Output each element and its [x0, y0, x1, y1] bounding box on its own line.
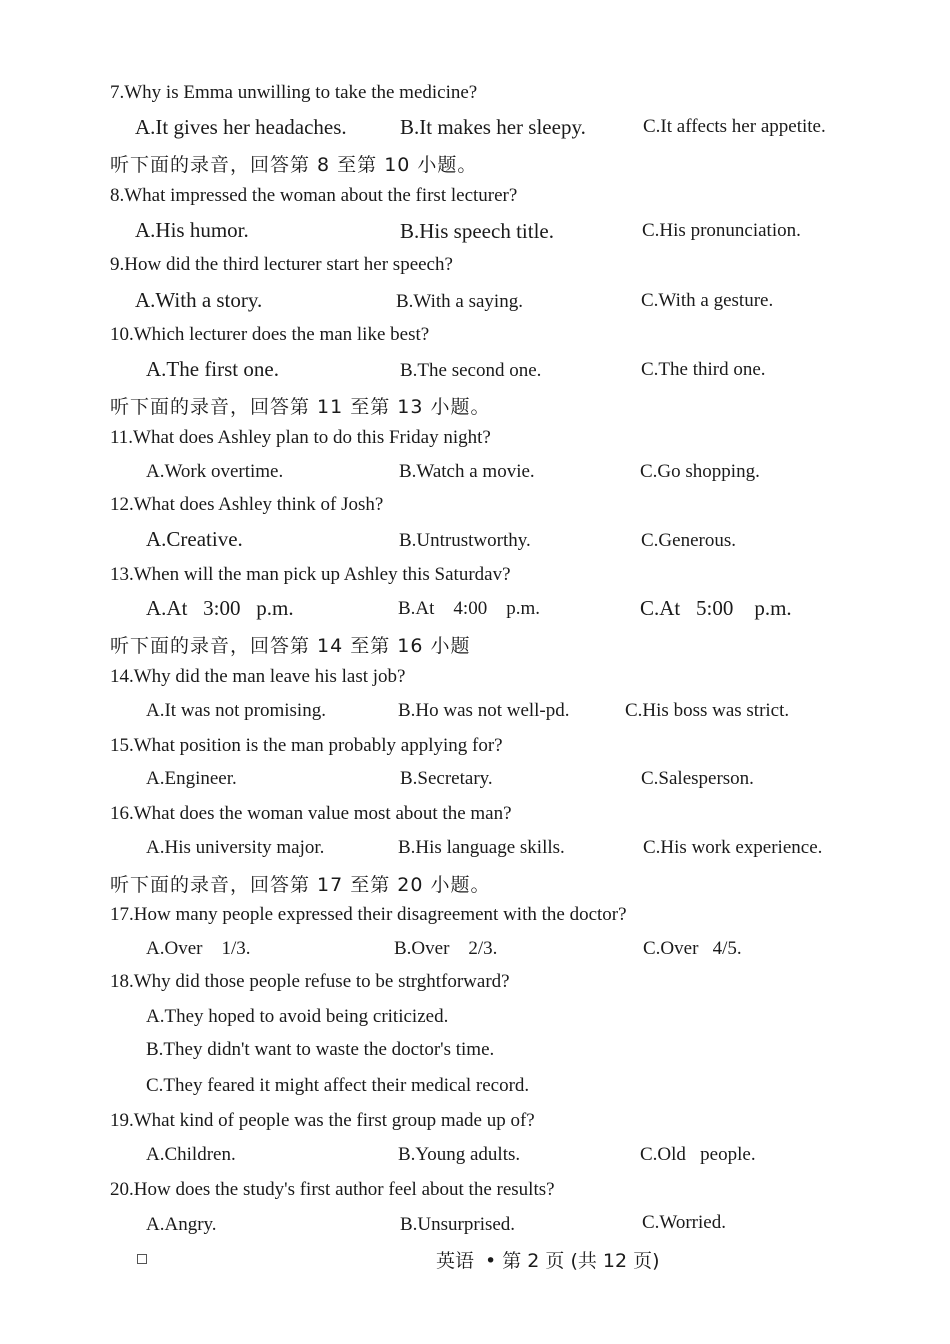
option-14a: A.It was not promising.	[146, 700, 326, 721]
option-11a: A.Work overtime.	[146, 461, 284, 482]
question-7: 7.Why is Emma unwilling to take the medicine?	[110, 82, 478, 103]
option-17b: B.Over 2/3.	[394, 938, 498, 959]
option-12a: A.Creative.	[146, 527, 243, 551]
question-18: 18.Why did those people refuse to be strghtforward?	[110, 971, 510, 992]
footer-subject: 英语	[436, 1250, 475, 1272]
option-8a: A.His humor.	[135, 218, 249, 242]
question-8: 8.What impressed the woman about the first lecturer?	[110, 185, 518, 206]
question-12: 12.What does Ashley think of Josh?	[110, 494, 384, 515]
question-11: 11.What does Ashley plan to do this Friday night?	[110, 427, 491, 448]
option-13b: B.At 4:00 p.m.	[398, 598, 540, 619]
option-15b: B.Secretary.	[400, 768, 493, 789]
option-10a: A.The first one.	[146, 357, 279, 381]
option-7c: C.It affects her appetite.	[643, 116, 826, 137]
option-9c: C.With a gesture.	[641, 290, 774, 311]
option-17c: C.Over 4/5.	[643, 938, 742, 959]
option-11c: C.Go shopping.	[640, 461, 760, 482]
question-9: 9.How did the third lecturer start her speech?	[110, 254, 453, 275]
option-16a: A.His university major.	[146, 837, 325, 858]
option-10c: C.The third one.	[641, 359, 766, 380]
option-8b: B.His speech title.	[400, 219, 554, 243]
footer-page-number: • 第 2 页 (共 12 页)	[485, 1250, 660, 1272]
option-9a: A.With a story.	[135, 288, 263, 312]
option-15c: C.Salesperson.	[641, 768, 754, 789]
footer-square-icon	[137, 1254, 147, 1264]
question-17: 17.How many people expressed their disagreement with the doctor?	[110, 904, 627, 925]
option-20b: B.Unsurprised.	[400, 1214, 516, 1235]
section-instruction: 听下面的录音，回答第 17 至第 20 小题。	[110, 874, 491, 896]
option-10b: B.The second one.	[400, 360, 542, 381]
option-9b: B.With a saying.	[396, 291, 523, 312]
option-12c: C.Generous.	[641, 530, 736, 551]
section-instruction: 听下面的录音，回答第 14 至第 16 小题	[110, 635, 471, 657]
option-16c: C.His work experience.	[643, 837, 823, 858]
option-18c: C.They feared it might affect their medical record.	[146, 1075, 530, 1096]
question-19: 19.What kind of people was the first group made up of?	[110, 1110, 535, 1131]
option-19b: B.Young adults.	[398, 1144, 521, 1165]
option-13c: C.At 5:00 p.m.	[640, 596, 792, 620]
option-11b: B.Watch a movie.	[399, 461, 535, 482]
question-20: 20.How does the study's first author feel about the results?	[110, 1179, 555, 1200]
option-18b: B.They didn't want to waste the doctor's time.	[146, 1039, 495, 1060]
option-13a: A.At 3:00 p.m.	[146, 596, 294, 620]
question-16: 16.What does the woman value most about the man?	[110, 803, 512, 824]
question-10: 10.Which lecturer does the man like best?	[110, 324, 430, 345]
option-20c: C.Worried.	[642, 1212, 726, 1233]
option-14c: C.His boss was strict.	[625, 700, 790, 721]
question-14: 14.Why did the man leave his last job?	[110, 666, 406, 687]
option-7a: A.It gives her headaches.	[135, 115, 347, 139]
section-instruction: 听下面的录音，回答第 11 至第 13 小题。	[110, 396, 491, 418]
option-12b: B.Untrustworthy.	[399, 530, 531, 551]
option-20a: A.Angry.	[146, 1214, 217, 1235]
section-instruction: 听下面的录音，回答第 8 至第 10 小题。	[110, 154, 478, 176]
option-17a: A.Over 1/3.	[146, 938, 251, 959]
question-15: 15.What position is the man probably applying for?	[110, 735, 503, 756]
question-13: 13.When will the man pick up Ashley this Saturdav?	[110, 564, 511, 585]
option-19c: C.Old people.	[640, 1144, 756, 1165]
option-14b: B.Ho was not well-pd.	[398, 700, 570, 721]
option-8c: C.His pronunciation.	[642, 220, 801, 241]
option-7b: B.It makes her sleepy.	[400, 115, 586, 139]
option-16b: B.His language skills.	[398, 837, 565, 858]
option-19a: A.Children.	[146, 1144, 236, 1165]
option-15a: A.Engineer.	[146, 768, 237, 789]
option-18a: A.They hoped to avoid being criticized.	[146, 1006, 449, 1027]
